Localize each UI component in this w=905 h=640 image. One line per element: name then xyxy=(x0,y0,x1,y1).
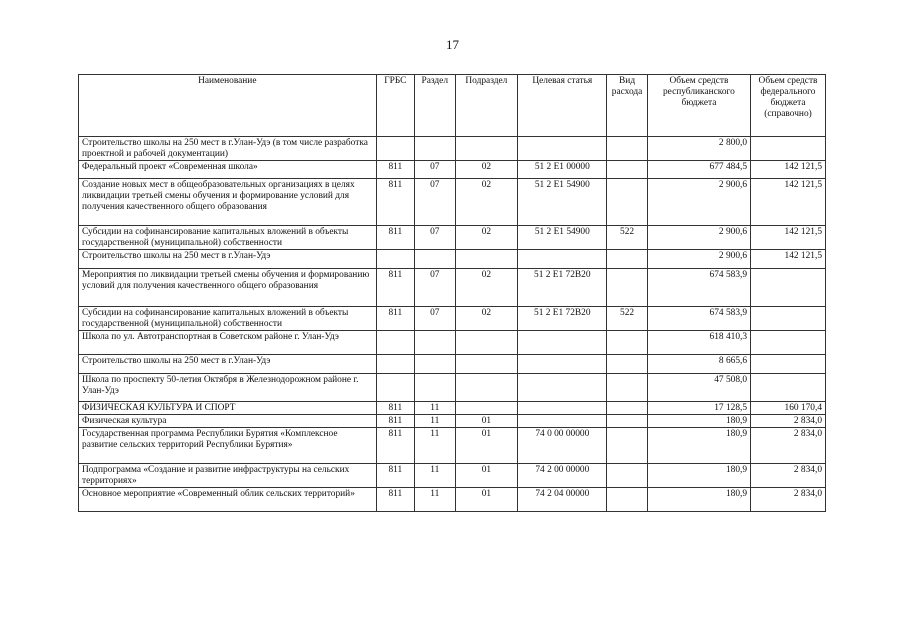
table-cell-target xyxy=(518,250,607,269)
table-cell-republic-budget: 2 800,0 xyxy=(647,137,750,161)
header-podrazdel: Подраздел xyxy=(455,75,518,137)
table-cell-podrazdel xyxy=(455,137,518,161)
table-cell-federal-budget xyxy=(751,137,826,161)
table-row xyxy=(79,137,826,161)
table-cell-grbs: 811 xyxy=(376,269,414,307)
table-row xyxy=(79,464,826,488)
table-row xyxy=(79,307,826,331)
table-row xyxy=(79,161,826,179)
table-cell-podrazdel xyxy=(455,355,518,374)
table-cell-expense-type xyxy=(607,488,647,512)
table-cell-federal-budget: 2 834,0 xyxy=(751,464,826,488)
table-cell-razdel xyxy=(415,355,455,374)
table-cell-name: Школа по проспекту 50-летия Октября в Железнодорожном районе г. Улан-Удэ xyxy=(79,374,377,402)
table-cell-target xyxy=(518,415,607,428)
table-cell-federal-budget: 160 170,4 xyxy=(751,402,826,415)
table-cell-grbs: 811 xyxy=(376,428,414,464)
table-cell-expense-type xyxy=(607,161,647,179)
table-cell-target: 74 0 00 00000 xyxy=(518,428,607,464)
table-cell-grbs: 811 xyxy=(376,415,414,428)
table-cell-target xyxy=(518,374,607,402)
header-federal-budget: Объем средств федерального бюджета (справочно) xyxy=(751,75,826,137)
table-cell-expense-type xyxy=(607,374,647,402)
table-cell-federal-budget xyxy=(751,269,826,307)
table-cell-grbs xyxy=(376,331,414,355)
table-cell-target xyxy=(518,355,607,374)
table-cell-podrazdel xyxy=(455,331,518,355)
table-cell-target xyxy=(518,402,607,415)
table-cell-razdel: 07 xyxy=(415,179,455,226)
table-cell-razdel: 11 xyxy=(415,415,455,428)
table-cell-podrazdel xyxy=(455,402,518,415)
table-cell-target: 51 2 E1 00000 xyxy=(518,161,607,179)
table-cell-grbs: 811 xyxy=(376,179,414,226)
page-number: 17 xyxy=(446,37,459,52)
table-cell-federal-budget: 142 121,5 xyxy=(751,226,826,250)
table-cell-republic-budget: 677 484,5 xyxy=(647,161,750,179)
header-expense-type: Вид расхода xyxy=(607,75,647,137)
table-cell-republic-budget: 180,9 xyxy=(647,464,750,488)
header-grbs: ГРБС xyxy=(376,75,414,137)
table-cell-republic-budget: 180,9 xyxy=(647,488,750,512)
table-cell-name: Школа по ул. Автотранспортная в Советском районе г. Улан-Удэ xyxy=(79,331,377,355)
table-row xyxy=(79,355,826,374)
table-cell-target: 51 2 E1 72B20 xyxy=(518,307,607,331)
table-cell-grbs: 811 xyxy=(376,464,414,488)
table-cell-podrazdel: 01 xyxy=(455,415,518,428)
table-cell-podrazdel: 01 xyxy=(455,428,518,464)
table-cell-name: Государственная программа Республики Бурятия «Комплексное развитие сельских территорий Республики Бурятия» xyxy=(79,428,377,464)
table-cell-expense-type xyxy=(607,179,647,226)
table-cell-grbs: 811 xyxy=(376,402,414,415)
table-cell-federal-budget xyxy=(751,307,826,331)
table-cell-grbs: 811 xyxy=(376,488,414,512)
table-cell-name: Подпрограмма «Создание и развитие инфраструктуры на сельских территориях» xyxy=(79,464,377,488)
table-cell-name: Субсидии на софинансирование капитальных вложений в объекты государственной (муниципальной) собственности xyxy=(79,307,377,331)
table-cell-expense-type xyxy=(607,464,647,488)
table-cell-grbs: 811 xyxy=(376,161,414,179)
table-cell-federal-budget xyxy=(751,374,826,402)
table-cell-podrazdel: 02 xyxy=(455,226,518,250)
table-cell-federal-budget: 142 121,5 xyxy=(751,179,826,226)
header-razdel: Раздел xyxy=(415,75,455,137)
table-cell-republic-budget: 674 583,9 xyxy=(647,307,750,331)
table-cell-razdel: 07 xyxy=(415,269,455,307)
header-name: Наименование xyxy=(79,75,377,137)
table-cell-name: Создание новых мест в общеобразовательных организациях в целях ликвидации третьей смены обучения и формирование условий для получения качественного общего образования xyxy=(79,179,377,226)
table-cell-republic-budget: 47 508,0 xyxy=(647,374,750,402)
header-target: Целевая статья xyxy=(518,75,607,137)
table-cell-republic-budget: 674 583,9 xyxy=(647,269,750,307)
table-cell-grbs xyxy=(376,374,414,402)
table-cell-podrazdel: 01 xyxy=(455,488,518,512)
table-cell-target: 74 2 04 00000 xyxy=(518,488,607,512)
table-cell-expense-type xyxy=(607,355,647,374)
table-cell-razdel: 07 xyxy=(415,307,455,331)
table-cell-name: Федеральный проект «Современная школа» xyxy=(79,161,377,179)
table-cell-expense-type xyxy=(607,331,647,355)
table-cell-republic-budget: 2 900,6 xyxy=(647,250,750,269)
table-row xyxy=(79,402,826,415)
table-cell-target: 51 2 E1 54900 xyxy=(518,179,607,226)
table-cell-target: 51 2 E1 72B20 xyxy=(518,269,607,307)
table-cell-expense-type xyxy=(607,250,647,269)
table-row xyxy=(79,488,826,512)
table-cell-federal-budget xyxy=(751,331,826,355)
table-cell-podrazdel xyxy=(455,374,518,402)
table-cell-republic-budget: 2 900,6 xyxy=(647,226,750,250)
table-cell-podrazdel: 02 xyxy=(455,179,518,226)
table-row xyxy=(79,374,826,402)
table-cell-name: ФИЗИЧЕСКАЯ КУЛЬТУРА И СПОРТ xyxy=(79,402,377,415)
table-cell-expense-type: 522 xyxy=(607,307,647,331)
table-cell-grbs: 811 xyxy=(376,307,414,331)
table-cell-razdel xyxy=(415,250,455,269)
table-cell-razdel: 11 xyxy=(415,428,455,464)
table-cell-razdel xyxy=(415,374,455,402)
table-cell-name: Субсидии на софинансирование капитальных вложений в объекты государственной (муниципальной) собственности xyxy=(79,226,377,250)
table-cell-grbs xyxy=(376,355,414,374)
table-cell-grbs xyxy=(376,250,414,269)
table-cell-name: Физическая культура xyxy=(79,415,377,428)
table-row xyxy=(79,415,826,428)
table-cell-expense-type xyxy=(607,137,647,161)
header-republic-budget: Объем средств республиканского бюджета xyxy=(647,75,750,137)
table-cell-republic-budget: 8 665,6 xyxy=(647,355,750,374)
table-cell-name: Мероприятия по ликвидации третьей смены обучения и формированию условий для получения качественного общего образования xyxy=(79,269,377,307)
table-cell-name: Строительство школы на 250 мест в г.Улан-Удэ xyxy=(79,250,377,269)
table-cell-federal-budget xyxy=(751,355,826,374)
table-cell-podrazdel: 02 xyxy=(455,269,518,307)
table-row xyxy=(79,250,826,269)
table-cell-republic-budget: 180,9 xyxy=(647,428,750,464)
table-cell-republic-budget: 618 410,3 xyxy=(647,331,750,355)
table-cell-name: Строительство школы на 250 мест в г.Улан-Удэ (в том числе разработка проектной и рабочей документации) xyxy=(79,137,377,161)
table-cell-federal-budget: 142 121,5 xyxy=(751,250,826,269)
table-cell-federal-budget: 2 834,0 xyxy=(751,488,826,512)
table-row xyxy=(79,331,826,355)
table-row xyxy=(79,226,826,250)
table-cell-razdel xyxy=(415,331,455,355)
table-cell-target xyxy=(518,137,607,161)
table-cell-razdel: 11 xyxy=(415,488,455,512)
table-cell-podrazdel: 02 xyxy=(455,307,518,331)
table-cell-expense-type xyxy=(607,428,647,464)
table-cell-razdel xyxy=(415,137,455,161)
table-cell-razdel: 07 xyxy=(415,226,455,250)
table-cell-expense-type xyxy=(607,269,647,307)
table-cell-podrazdel: 01 xyxy=(455,464,518,488)
table-row xyxy=(79,179,826,226)
table-cell-target: 51 2 E1 54900 xyxy=(518,226,607,250)
budget-table xyxy=(78,74,826,512)
table-row xyxy=(79,269,826,307)
table-cell-razdel: 07 xyxy=(415,161,455,179)
table-cell-name: Основное мероприятие «Современный облик сельских территорий» xyxy=(79,488,377,512)
table-cell-republic-budget: 2 900,6 xyxy=(647,179,750,226)
table-cell-expense-type xyxy=(607,415,647,428)
table-cell-federal-budget: 2 834,0 xyxy=(751,415,826,428)
table-cell-podrazdel: 02 xyxy=(455,161,518,179)
table-cell-grbs: 811 xyxy=(376,226,414,250)
table-cell-expense-type: 522 xyxy=(607,226,647,250)
table-cell-razdel: 11 xyxy=(415,464,455,488)
table-cell-razdel: 11 xyxy=(415,402,455,415)
table-row xyxy=(79,428,826,464)
table-header-row xyxy=(79,75,826,137)
table-cell-target: 74 2 00 00000 xyxy=(518,464,607,488)
table-cell-republic-budget: 180,9 xyxy=(647,415,750,428)
table-cell-grbs xyxy=(376,137,414,161)
table-cell-expense-type xyxy=(607,402,647,415)
table-cell-podrazdel xyxy=(455,250,518,269)
table-cell-federal-budget: 142 121,5 xyxy=(751,161,826,179)
table-cell-republic-budget: 17 128,5 xyxy=(647,402,750,415)
table-cell-name: Строительство школы на 250 мест в г.Улан-Удэ xyxy=(79,355,377,374)
table-cell-target xyxy=(518,331,607,355)
table-cell-federal-budget: 2 834,0 xyxy=(751,428,826,464)
